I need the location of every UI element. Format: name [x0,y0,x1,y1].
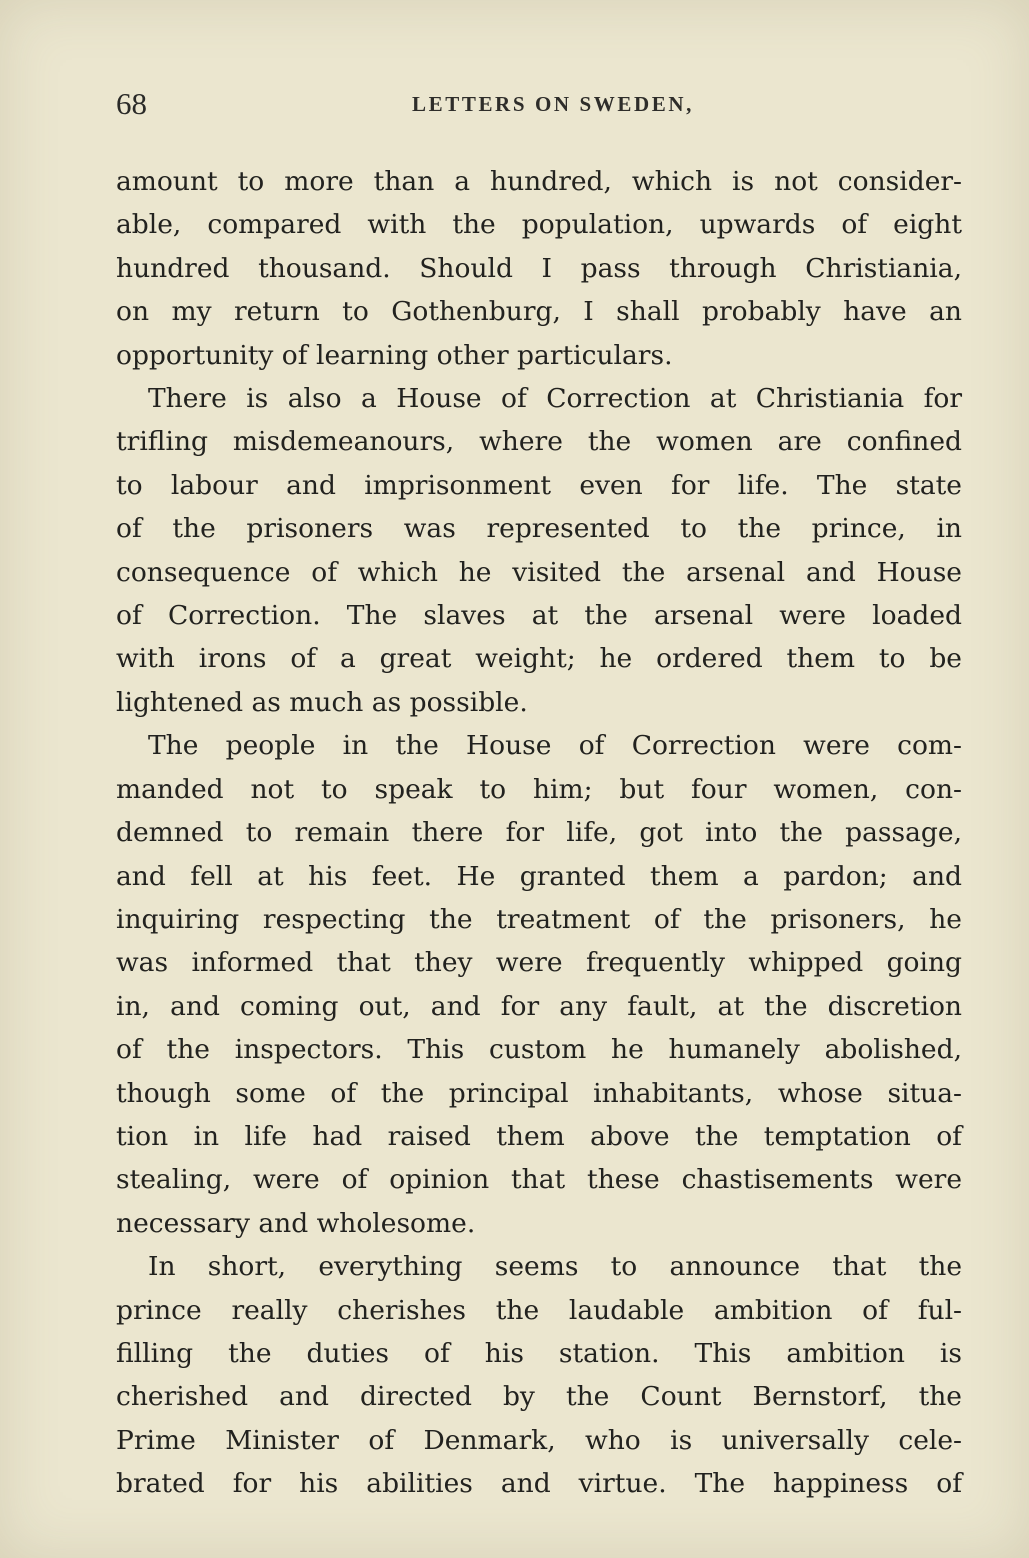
text-line: cherished and directed by the Count Bernstorf, the [116,1381,962,1413]
text-line: of the inspectors. This custom he humanely abolished, [116,1034,962,1066]
page-header [116,86,962,126]
text-line: with irons of a great weight; he ordered them to be [116,643,962,675]
text-line: in, and coming out, and for any fault, at the discretion [116,990,962,1022]
text-line: hundred thousand. Should I pass through Christiania, [116,252,962,284]
text-line: of the prisoners was represented to the prince, in [116,513,962,545]
text-line: consequence of which he visited the arsenal and House [116,556,962,588]
text-line: and fell at his feet. He granted them a pardon; and [116,860,962,892]
text-line: though some of the principal inhabitants, whose situa- [116,1077,962,1109]
body-text [116,160,962,1506]
text-line: opportunity of learning other particulars. [116,339,673,371]
text-line: Prime Minister of Denmark, who is universally cele- [116,1424,962,1456]
running-head: LETTERS ON SWEDEN, [412,92,694,116]
text-line: lightened as much as possible. [116,686,528,718]
text-line: necessary and wholesome. [116,1207,476,1239]
text-line: brated for his abilities and virtue. The happiness of [116,1468,962,1500]
text-line: inquiring respecting the treatment of the prisoners, he [116,903,962,935]
text-line: able, compared with the population, upwards of eight [116,209,962,241]
text-line: The people in the House of Correction were com- [148,730,962,762]
text-line: tion in life had raised them above the temptation of [116,1120,962,1152]
text-line: stealing, were of opinion that these chastisements were [116,1164,962,1196]
text-line: to labour and imprisonment even for life. The state [116,469,962,501]
text-line: was informed that they were frequently whipped going [116,947,962,979]
text-line: on my return to Gothenburg, I shall probably have an [116,296,962,328]
text-line: There is also a House of Correction at Christiania for [148,383,962,415]
text-line: In short, everything seems to announce that the [148,1251,962,1283]
page-number: 68 [116,86,147,121]
text-line: manded not to speak to him; but four women, con- [116,773,962,805]
text-line: prince really cherishes the laudable ambition of ful- [116,1294,962,1326]
text-line: amount to more than a hundred, which is not consider- [116,166,962,197]
text-line: of Correction. The slaves at the arsenal were loaded [116,600,962,632]
text-line: filling the duties of his station. This ambition is [116,1337,962,1369]
text-line: demned to remain there for life, got into the passage, [116,817,962,849]
text-line: trifling misdemeanours, where the women are confined [116,426,962,458]
